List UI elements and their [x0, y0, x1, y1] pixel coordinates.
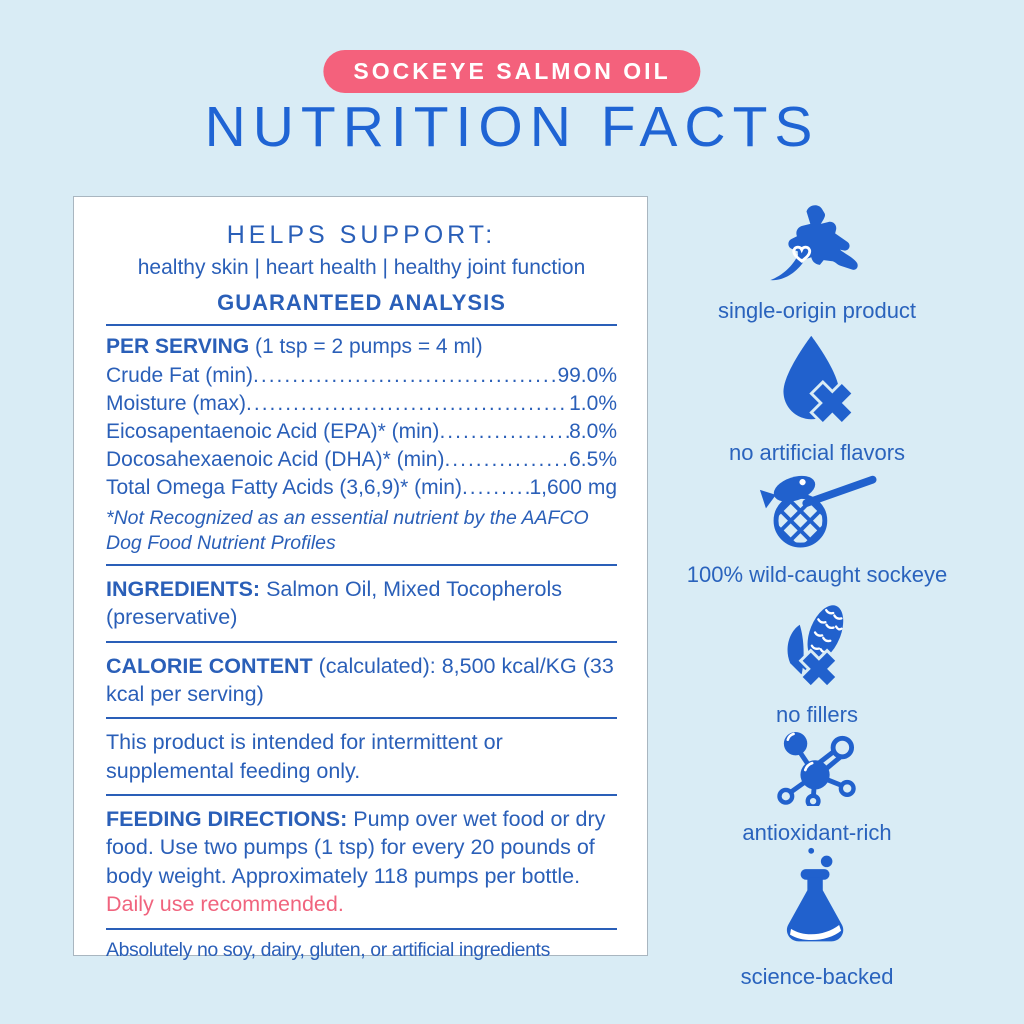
feature-label: no artificial flavors — [728, 440, 906, 465]
divider — [106, 717, 617, 719]
helps-support-title: HELPS SUPPORT: — [226, 221, 497, 249]
calorie-content-label: CALORIE CONTENT — [106, 653, 313, 678]
feature-science-backed — [655, 846, 979, 990]
dot-leader — [462, 474, 529, 502]
analysis-name: Docosahexaenoic Acid (DHA)* (min) — [106, 448, 445, 472]
aafco-footnote: *Not Recognized as an essential nutrient by the AAFCO Dog Food Nutrient Profiles — [106, 506, 589, 554]
feature-no-artificial-flavors — [655, 334, 979, 466]
droplet-cross-icon — [655, 334, 979, 426]
ingredients-section — [106, 575, 617, 632]
per-serving-label: PER SERVING — [106, 335, 250, 358]
ingredients-text: Salmon Oil, Mixed Tocopherols (preservative) — [106, 576, 563, 630]
analysis-value: 6.5% — [569, 448, 617, 472]
analysis-row — [106, 362, 617, 390]
analysis-row — [106, 390, 617, 418]
calorie-content-text: (calculated): 8,500 kcal/KG (33 kcal per serving) — [106, 653, 614, 706]
product-badge: SOCKEYE SALMON OIL — [323, 50, 700, 93]
feature-label: single-origin product — [717, 298, 917, 323]
feature-antioxidant — [655, 730, 979, 846]
helps-support-items: healthy skin | heart health | healthy joint function — [137, 256, 586, 279]
feature-no-fillers — [655, 596, 979, 728]
intermittent-note: This product is intended for intermittent or supplemental feeding only. — [106, 730, 503, 783]
dot-leader — [246, 390, 569, 418]
analysis-row — [106, 446, 617, 474]
analysis-name: Eicosapentaenoic Acid (EPA)* (min) — [106, 420, 440, 444]
fish-net-icon — [655, 468, 979, 548]
feature-label: science-backed — [740, 964, 894, 989]
dot-leader — [439, 418, 569, 446]
dot-leader — [444, 446, 569, 474]
analysis-value: 1.0% — [569, 392, 617, 416]
corn-cross-icon — [655, 596, 979, 688]
analysis-row — [106, 418, 617, 446]
feature-list — [655, 196, 979, 996]
feeding-directions-section — [106, 805, 617, 919]
analysis-name: Moisture (max) — [106, 392, 247, 416]
analysis-value: 8.0% — [569, 420, 617, 444]
feature-single-origin — [655, 200, 979, 324]
no-ingredients-line: Absolutely no soy, dairy, gluten, or artificial ingredients — [106, 938, 550, 961]
alaska-map-heart-icon — [655, 200, 979, 284]
divider — [106, 794, 617, 796]
ingredients-label: INGREDIENTS: — [106, 576, 261, 601]
page-title: NUTRITION FACTS — [204, 95, 820, 159]
feeding-directions-label: FEEDING DIRECTIONS: — [106, 807, 348, 832]
divider — [106, 641, 617, 643]
feature-label: 100% wild-caught sockeye — [686, 562, 948, 587]
feature-label: no fillers — [776, 702, 858, 727]
divider — [106, 928, 617, 930]
per-serving-line — [106, 333, 617, 360]
analysis-row — [106, 474, 617, 502]
feature-label: antioxidant-rich — [742, 820, 892, 845]
nutrition-panel — [73, 196, 648, 961]
flask-icon — [655, 846, 979, 950]
calorie-content-section — [106, 652, 617, 709]
per-serving-detail: (1 tsp = 2 pumps = 4 ml) — [255, 335, 483, 358]
feature-wild-caught — [655, 468, 979, 588]
analysis-name: Total Omega Fatty Acids (3,6,9)* (min) — [106, 475, 462, 499]
guaranteed-analysis-title: GUARANTEED ANALYSIS — [217, 290, 506, 315]
daily-use-highlight: Daily use recommended. — [106, 892, 344, 917]
divider — [106, 564, 617, 566]
divider — [106, 324, 617, 326]
analysis-value: 99.0% — [557, 364, 617, 388]
analysis-value: 1,600 mg — [529, 475, 617, 499]
dot-leader — [253, 362, 557, 390]
molecule-icon — [655, 730, 979, 806]
feeding-directions-text: Pump over wet food or dry food. Use two pumps (1 tsp) for every 20 pounds of body weight. Approximately 118 pumps per bottle. — [106, 807, 606, 888]
analysis-name: Crude Fat (min) — [106, 364, 254, 388]
